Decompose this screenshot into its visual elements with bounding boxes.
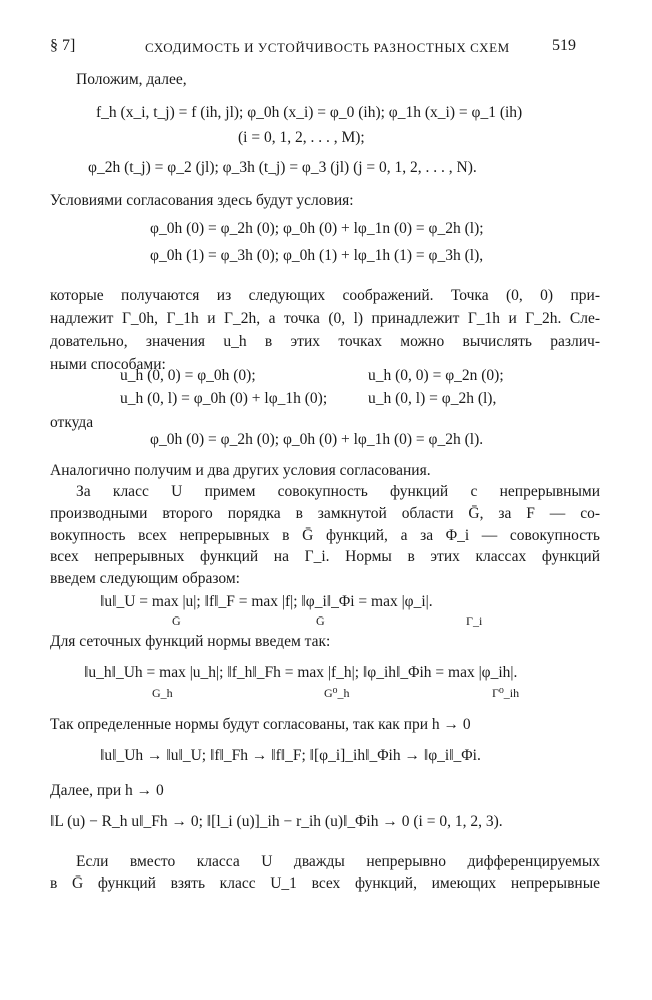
text-line: За класс U примем совокупность функций с непрерывными — [76, 483, 600, 500]
running-title: СХОДИМОСТЬ И УСТОЙЧИВОСТЬ РАЗНОСТНЫХ СХЕМ — [145, 40, 510, 55]
formula-subscript: G_h — [152, 686, 173, 700]
text-line: Условиями согласования здесь будут условия: — [50, 192, 354, 209]
text-line: Если вместо класса U дважды непрерывно дифференцируемых — [76, 853, 600, 870]
formula-line: φ_0h (0) = φ_2h (0); φ_0h (0) + lφ_1n (0) = φ_2h (l); — [150, 220, 484, 237]
text-line: надлежит Γ_0h, Γ_1h и Γ_2h, а точка (0, l) принадлежит Γ_1h и Γ_2h. Сле- — [50, 310, 600, 327]
section-number: § 7] — [50, 37, 76, 54]
text-line: которые получаются из следующих соображений. Точка (0, 0) при- — [50, 287, 600, 304]
text-line: всех непрерывных функций на Γ_i. Нормы в этих классах функций — [50, 548, 600, 565]
formula-line: u_h (0, 0) = φ_0h (0); — [120, 367, 256, 384]
formula-subscript: G⁰_h — [324, 686, 350, 700]
text-line: Далее, при h → 0 — [50, 782, 164, 799]
formula-line: ‖u_h‖_Uh = max |u_h|; ‖f_h‖_Fh = max |f_h|; ‖φ_ih‖_Φih = max |φ_ih|. — [84, 664, 518, 681]
formula-line: u_h (0, 0) = φ_2n (0); — [368, 367, 504, 384]
formula-line: f_h (x_i, t_j) = f (ih, jl); φ_0h (x_i) = φ_0 (ih); φ_1h (x_i) = φ_1 (ih) — [96, 104, 523, 121]
text-line: Аналогично получим и два других условия согласования. — [50, 462, 431, 479]
text-line: вокупность всех непрерывных в Ḡ функций, а за Φ_i — совокупность — [50, 527, 600, 544]
text-line: в Ḡ функций взять класс U_1 всех функций, имеющих непрерывные — [50, 875, 600, 892]
formula-subscript: Γ_i — [466, 614, 483, 628]
text-line: довательно, значения u_h в этих точках можно вычислять различ- — [50, 333, 600, 350]
formula-line: ‖L (u) − R_h u‖_Fh → 0; ‖[l_i (u)]_ih − r_ih (u)‖_Φih → 0 (i = 0, 1, 2, 3). — [50, 813, 503, 830]
formula-subscript: Γ⁰_ih — [492, 686, 520, 700]
formula-line: u_h (0, l) = φ_0h (0) + lφ_1h (0); — [120, 390, 328, 407]
formula-subscript: Ḡ — [172, 614, 181, 628]
text-line: введем следующим образом: — [50, 570, 240, 587]
formula-line: (i = 0, 1, 2, . . . , M); — [238, 129, 365, 146]
formula-line: u_h (0, l) = φ_2h (l), — [368, 390, 497, 407]
formula-line: φ_0h (1) = φ_3h (0); φ_0h (1) + lφ_1h (1) = φ_3h (l), — [150, 247, 484, 264]
formula-line: φ_2h (t_j) = φ_2 (jl); φ_3h (t_j) = φ_3 (jl) (j = 0, 1, 2, . . . , N). — [88, 159, 477, 176]
formula-line: ‖u‖_U = max |u|; ‖f‖_F = max |f|; ‖φ_i‖_Φi = max |φ_i|. — [100, 593, 433, 610]
formula-subscript: Ḡ — [316, 614, 325, 628]
text-line: производными второго порядка в замкнутой области Ḡ, за F — со- — [50, 505, 600, 522]
formula-line: ‖u‖_Uh → ‖u‖_U; ‖f‖_Fh → ‖f‖_F; ‖[φ_i]_ih‖_Φih → ‖φ_i‖_Φi. — [100, 747, 481, 764]
text-line: откуда — [50, 414, 94, 431]
page-number: 519 — [552, 37, 576, 54]
text-line: ными способами: — [50, 356, 166, 373]
text-line: Положим, далее, — [76, 71, 187, 88]
text-line: Так определенные нормы будут согласованы, так как при h → 0 — [50, 716, 471, 733]
text-line: Для сеточных функций нормы введем так: — [50, 633, 331, 650]
formula-line: φ_0h (0) = φ_2h (0); φ_0h (0) + lφ_1h (0) = φ_2h (l). — [150, 431, 484, 448]
